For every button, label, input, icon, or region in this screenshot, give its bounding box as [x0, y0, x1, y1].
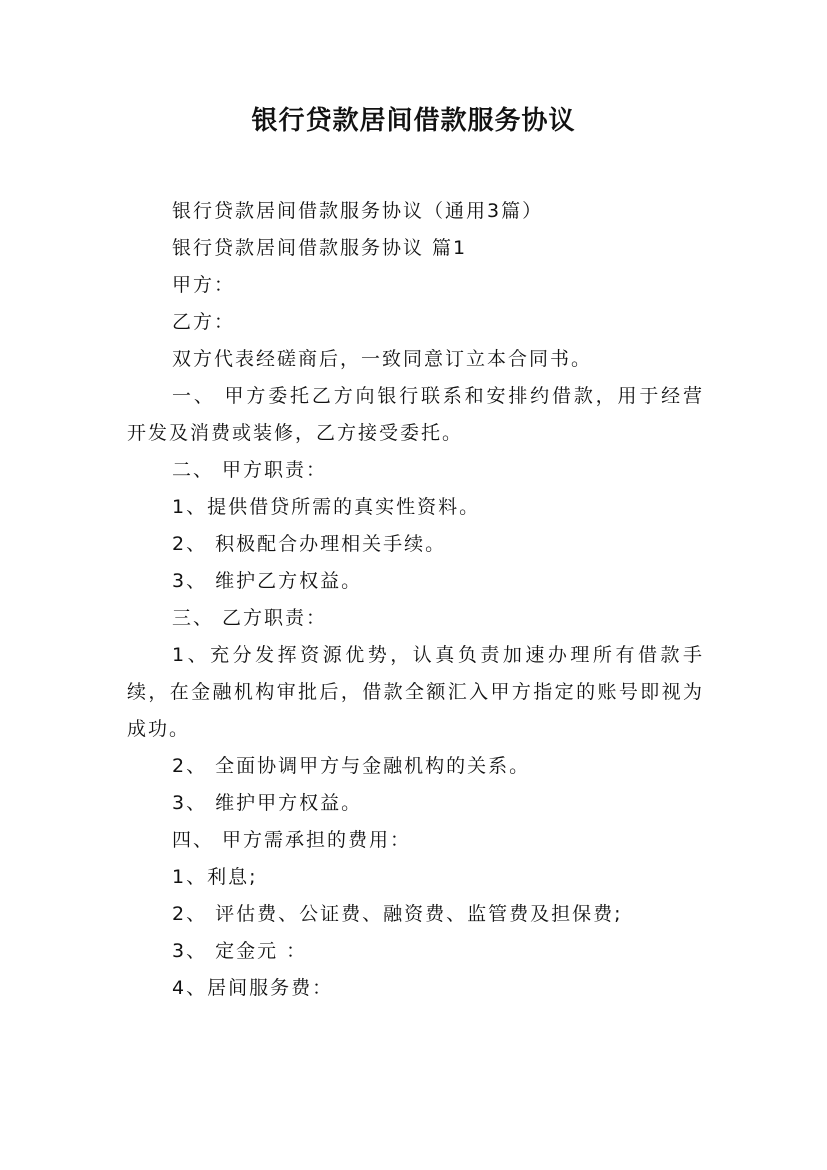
paragraph-party-a: 甲方： — [172, 274, 236, 296]
document-body — [127, 193, 704, 1007]
paragraph-party-b: 乙方： — [172, 311, 236, 333]
paragraph-clause-2-item-3: 3、 维护乙方权益。 — [172, 570, 363, 592]
paragraph-clause-2-item-2: 2、 积极配合办理相关手续。 — [172, 533, 447, 555]
paragraph-clause-4-item-4: 4、居间服务费： — [172, 977, 334, 999]
paragraph-clause-1: 一、 甲方委托乙方向银行联系和安排约借款，用于经营开发及消费或装修，乙方接受委托。 — [127, 385, 704, 444]
paragraph-clause-2-heading: 二、 甲方职责： — [172, 459, 328, 481]
paragraph-clause-4-item-3: 3、 定金元 ： — [172, 940, 308, 962]
paragraph-clause-3-item-1: 1、充分发挥资源优势，认真负责加速办理所有借款手续，在金融机构审批后，借款全额汇入甲方指定的账号即视为成功。 — [127, 644, 704, 740]
paragraph-agreement: 双方代表经磋商后，一致同意订立本合同书。 — [172, 348, 593, 370]
document-title: 银行贷款居间借款服务协议 — [251, 106, 576, 136]
paragraph-clause-4-item-1: 1、利息; — [172, 866, 258, 888]
paragraph-clause-3-heading: 三、 乙方职责： — [172, 607, 328, 629]
paragraph-section-heading: 银行贷款居间借款服务协议 篇1 — [172, 237, 468, 259]
paragraph-clause-4-item-2: 2、 评估费、公证费、融资费、监管费及担保费; — [172, 903, 623, 925]
paragraph-clause-3-item-3: 3、 维护甲方权益。 — [172, 792, 363, 814]
paragraph-clause-2-item-1: 1、提供借贷所需的真实性资料。 — [172, 496, 481, 518]
paragraph-subtitle: 银行贷款居间借款服务协议（通用3篇） — [172, 200, 544, 222]
paragraph-clause-3-item-2: 2、 全面协调甲方与金融机构的关系。 — [172, 755, 531, 777]
paragraph-clause-4-heading: 四、 甲方需承担的费用： — [172, 829, 412, 851]
